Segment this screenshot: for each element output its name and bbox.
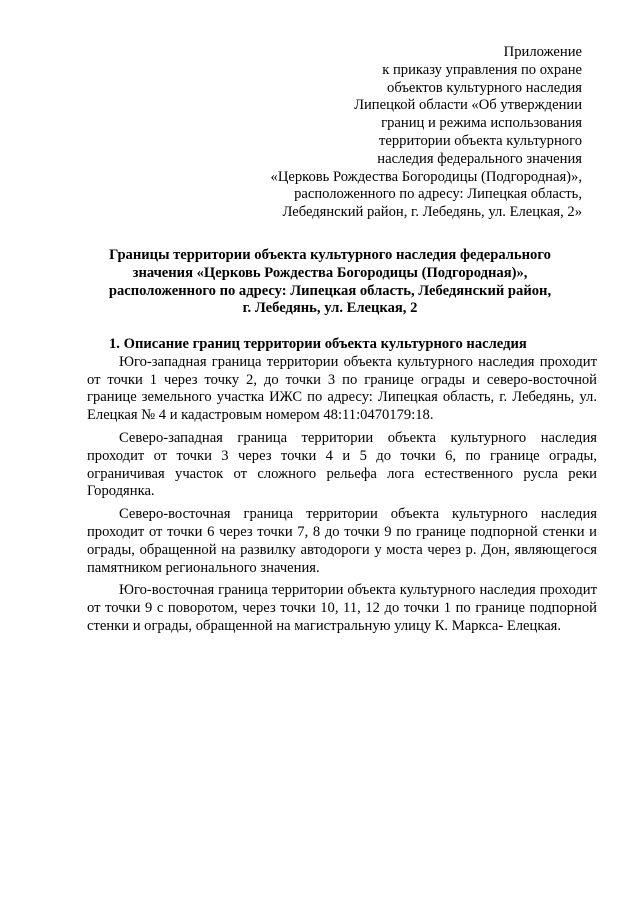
appendix-line: объектов культурного наследия xyxy=(387,79,582,96)
section-heading: 1. Описание границ территории объекта культурного наследия xyxy=(109,336,527,352)
paragraph-northeast-boundary: Северо-восточная граница территории объекта культурного наследия проходит от точки 6 через точки 7, 8 до точки 9 по границе подпорной стенки и ограды, обращенной на развилку автодороги у моста через р. Дон, являющегося памятником регионального значения. xyxy=(87,506,597,576)
paragraph-southeast-boundary: Юго-восточная граница территории объекта культурного наследия проходит от точки 9 с поворотом, через точки 10, 11, 12 до точки 1 по границе подпорной стенки и ограды, обращенной на магистральную улицу К. Маркса- Елецкая. xyxy=(87,582,597,634)
appendix-line: расположенного по адресу: Липецкая область, xyxy=(294,186,582,203)
appendix-line: «Церковь Рождества Богородицы (Подгородная)», xyxy=(270,168,582,185)
appendix-header xyxy=(222,44,582,222)
document-title xyxy=(80,247,580,318)
appendix-line: Липецкой области «Об утверждении xyxy=(354,97,582,114)
boundary-description-section xyxy=(87,336,597,636)
paragraph-southwest-boundary: Юго-западная граница территории объекта культурного наследия проходит от точки 1 через точку 2, до точки 3 по границе ограды и северо-восточной границе земельного участка ИЖС по адресу: Липецкая область, г. Лебедянь, ул. Елецкая № 4 и кадастровым номером 48:11:0470179:18. xyxy=(87,353,597,424)
paragraph-northwest-boundary: Северо-западная граница территории объекта культурного наследия проходит от точки 3 через точки 4 и 5 до точки 6, по границе ограды, ограничивая участок от сложного рельефа лога естественного русла реки Городянка. xyxy=(87,429,597,500)
appendix-line: Приложение xyxy=(503,44,582,60)
appendix-line: территории объекта культурного xyxy=(379,132,582,149)
appendix-line: границ и режима использования xyxy=(381,115,582,132)
title-line: расположенного по адресу: Липецкая область, Лебедянский район, xyxy=(108,282,552,299)
appendix-line: к приказу управления по охране xyxy=(382,61,582,78)
title-line: значения «Церковь Рождества Богородицы (Подгородная)», xyxy=(132,264,528,281)
appendix-line: Лебедянский район, г. Лебедянь, ул. Елецкая, 2» xyxy=(282,204,582,221)
title-line: Границы территории объекта культурного наследия федерального xyxy=(109,247,551,263)
appendix-line: наследия федерального значения xyxy=(377,150,582,167)
title-line: г. Лебедянь, ул. Елецкая, 2 xyxy=(242,300,418,317)
